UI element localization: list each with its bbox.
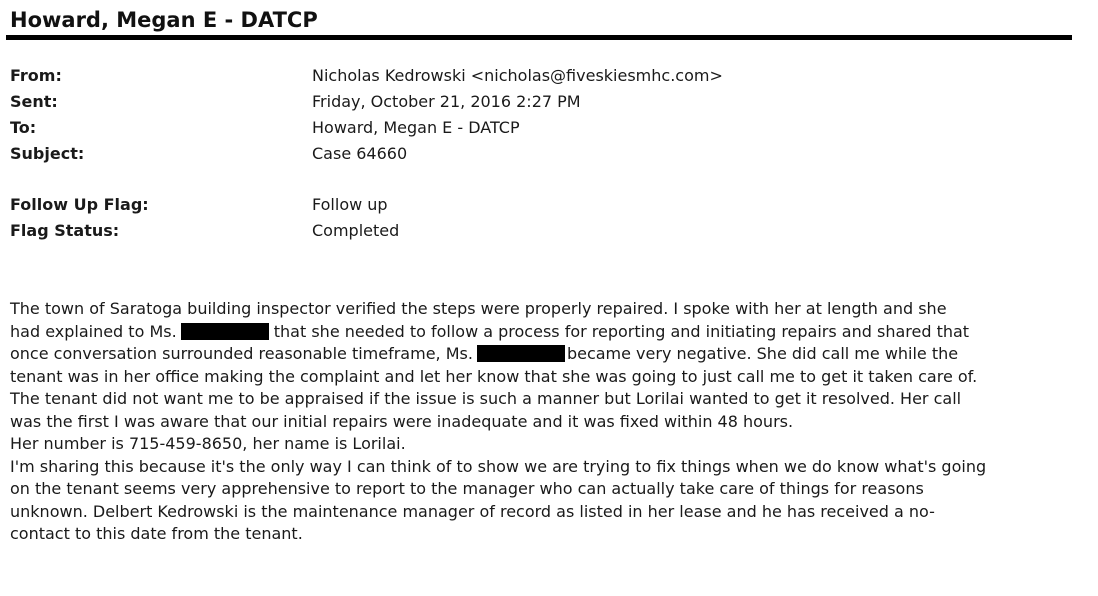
- follow-up-flag-field: [10, 195, 1080, 219]
- body-text-segment: that she needed to follow a process for reporting and initiating repairs and shared that: [268, 321, 970, 341]
- body-line: on the tenant seems very apprehensive to report to the manager who can actually take care of things for reasons: [10, 479, 924, 498]
- follow-up-flag-label: Follow Up Flag:: [10, 195, 149, 214]
- body-line: [10, 321, 1090, 344]
- redaction-box: [477, 345, 565, 362]
- flag-status-field: [10, 221, 1080, 245]
- from-value: Nicholas Kedrowski <nicholas@fiveskiesmhc.com>: [312, 66, 723, 85]
- body-line: The town of Saratoga building inspector verified the steps were properly repaired. I spoke with her at length and she: [10, 299, 947, 318]
- body-line: I'm sharing this because it's the only way I can think of to show we are trying to fix things when we do know what's going: [10, 456, 987, 476]
- subject-label: Subject:: [10, 144, 85, 163]
- sent-value: Friday, October 21, 2016 2:27 PM: [312, 92, 581, 111]
- title-divider: [6, 35, 1072, 40]
- body-line: was the first I was aware that our initial repairs were inadequate and it was fixed within 48 hours.: [10, 411, 794, 431]
- to-value: Howard, Megan E - DATCP: [312, 118, 520, 137]
- follow-up-flag-value: Follow up: [312, 195, 388, 214]
- from-label: From:: [10, 66, 62, 85]
- body-line: tenant was in her office making the complaint and let her know that she was going to just call me to get it taken care of.: [10, 366, 978, 386]
- sent-label: Sent:: [10, 92, 58, 111]
- to-field: [10, 118, 1080, 142]
- to-label: To:: [10, 118, 37, 137]
- body-line: unknown. Delbert Kedrowski is the maintenance manager of record as listed in her lease and he has received a no-: [10, 501, 935, 521]
- body-line: contact to this date from the tenant.: [10, 524, 303, 543]
- subject-field: [10, 144, 1080, 168]
- from-field: [10, 66, 1080, 90]
- document-title: Howard, Megan E - DATCP: [10, 8, 318, 32]
- body-text-segment: had explained to Ms.: [10, 321, 177, 341]
- body-text-segment: became very negative. She did call me while the: [566, 344, 959, 363]
- email-body: [10, 298, 1090, 546]
- body-line: Her number is 715-459-8650, her name is Lorilai.: [10, 434, 406, 453]
- redaction-box: [181, 323, 269, 340]
- subject-value: Case 64660: [312, 144, 408, 163]
- body-line: The tenant did not want me to be appraised if the issue is such a manner but Lorilai wanted to get it resolved. Her call: [10, 389, 962, 408]
- body-text-segment: once conversation surrounded reasonable timeframe, Ms.: [10, 344, 473, 363]
- sent-field: [10, 92, 1080, 116]
- body-line: [10, 343, 1090, 366]
- flag-status-value: Completed: [312, 221, 400, 240]
- flag-status-label: Flag Status:: [10, 221, 120, 240]
